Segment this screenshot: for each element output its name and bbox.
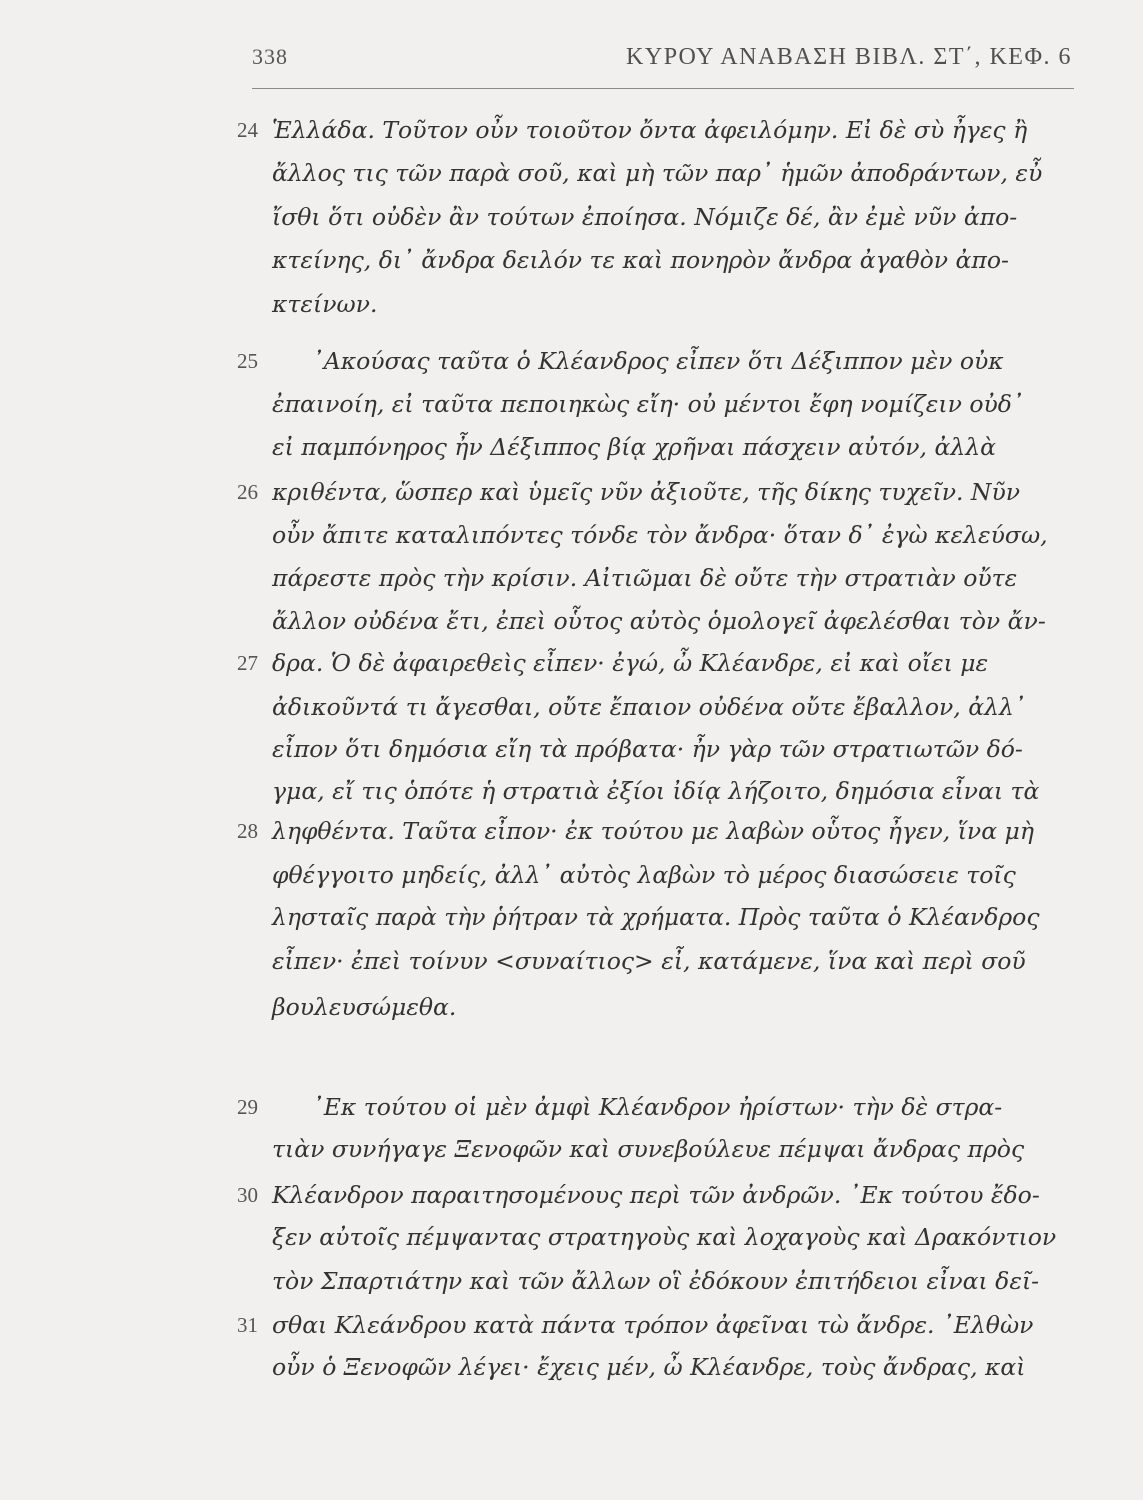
text-line: Κλέανδρον παραιτησομένους περὶ τῶν ἀνδρῶν. ᾽Εκ τούτου ἔδο- [272,1181,1040,1209]
section-number-28: 28 [237,819,258,843]
text-line: πάρεστε πρὸς τὴν κρίσιν. Αἰτιῶμαι δὲ οὔτε τὴν στρατιὰν οὔτε [272,564,1018,592]
section-number-24: 24 [237,118,258,142]
text-line: κριθέντα, ὥσπερ καὶ ὑμεῖς νῦν ἀξιοῦτε, τῆς δίκης τυχεῖν. Νῦν [272,478,1021,506]
text-line: ἄλλον οὐδένα ἔτι, ἐπεὶ οὗτος αὐτὸς ὁμολογεῖ ἀφελέσθαι τὸν ἄν- [272,607,1046,635]
text-line: εἶπεν· ἐπεὶ τοίνυν <συναίτιος> εἶ, κατάμενε, ἵνα καὶ περὶ σοῦ [272,947,1026,975]
section-number-27: 27 [237,651,258,675]
text-line: βουλευσώμεθα. [272,993,457,1021]
text-line: ξεν αὐτοῖς πέμψαντας στρατηγοὺς καὶ λοχαγοὺς καὶ Δρακόντιον [272,1223,1057,1251]
text-line: φθέγγοιτο μηδείς, ἀλλ᾽ αὐτὸς λαβὼν τὸ μέρος διασώσειε τοῖς [272,861,1016,889]
section-number-31: 31 [237,1313,258,1337]
text-line: ἴσθι ὅτι οὐδὲν ἂν τούτων ἐποίησα. Νόμιζε δέ, ἂν ἐμὲ νῦν ἀπο- [272,203,1018,231]
text-line: οὖν ὁ Ξενοφῶν λέγει· ἔχεις μέν, ὦ Κλέανδρε, τοὺς ἄνδρας, καὶ [272,1353,1026,1381]
text-line: γμα, εἴ τις ὁπότε ἡ στρατιὰ ἐξίοι ἰδίᾳ λήζοιτο, δημόσια εἶναι τὰ [272,777,1040,805]
section-number-29: 29 [237,1095,258,1119]
text-line: λησταῖς παρὰ τὴν ῥήτραν τὰ χρήματα. Πρὸς ταῦτα ὁ Κλέανδρος [272,903,1040,931]
text-line: ἐπαινοίη, εἰ ταῦτα πεποιηκὼς εἴη· οὐ μέντοι ἔφη νομίζειν οὐδ᾽ [272,390,1024,418]
section-number-25: 25 [237,349,258,373]
text-line: Ἑλλάδα. Τοῦτον οὖν τοιοῦτον ὄντα ἀφειλόμην. Εἰ δὲ σὺ ἦγες ἢ [272,116,1028,144]
text-line: τιὰν συνήγαγε Ξενοφῶν καὶ συνεβούλευε πέμψαι ἄνδρας πρὸς [272,1135,1025,1163]
text-line: οὖν ἄπιτε καταλιπόντες τόνδε τὸν ἄνδρα· ὅταν δ᾽ ἐγὼ κελεύσω, [272,521,1048,549]
text-line: εἶπον ὅτι δημόσια εἴη τὰ πρόβατα· ἦν γὰρ τῶν στρατιωτῶν δό- [272,735,1023,763]
text-line: κτείνων. [272,290,378,318]
text-line: ἀδικοῦντά τι ἄγεσθαι, οὔτε ἔπαιον οὐδένα οὔτε ἔβαλλον, ἀλλ᾽ [272,693,1026,721]
running-head: ΚΥΡΟΥ ΑΝΑΒΑΣΗ ΒΙΒΛ. ΣΤ΄, ΚΕΦ. 6 [626,44,1072,70]
text-line: ἄλλος τις τῶν παρὰ σοῦ, καὶ μὴ τῶν παρ᾽ ἡμῶν ἀποδράντων, εὖ [272,159,1043,187]
section-number-26: 26 [237,480,258,504]
text-line: ᾽Ακούσας ταῦτα ὁ Κλέανδρος εἶπεν ὅτι Δέξιππον μὲν οὐκ [312,347,1004,375]
text-line: σθαι Κλεάνδρου κατὰ πάντα τρόπον ἀφεῖναι τὼ ἄνδρε. ᾽Ελθὼν [272,1311,1034,1339]
text-line: ληφθέντα. Ταῦτα εἶπον· ἐκ τούτου με λαβὼν οὗτος ἦγεν, ἵνα μὴ [272,817,1034,845]
text-line: εἰ παμπόνηρος ἦν Δέξιππος βίᾳ χρῆναι πάσχειν αὐτόν, ἀλλὰ [272,433,997,461]
text-line: τὸν Σπαρτιάτην καὶ τῶν ἄλλων οἳ ἐδόκουν ἐπιτήδειοι εἶναι δεῖ- [272,1267,1040,1295]
text-line: κτείνης, δι᾽ ἄνδρα δειλόν τε καὶ πονηρὸν ἄνδρα ἀγαθὸν ἀπο- [272,246,1009,274]
page-number: 338 [252,44,288,69]
text-line: ᾽Εκ τούτου οἱ μὲν ἀμφὶ Κλέανδρον ἠρίστων· τὴν δὲ στρα- [312,1093,1003,1121]
section-number-30: 30 [237,1183,258,1207]
text-line: δρα. Ὁ δὲ ἀφαιρεθεὶς εἶπεν· ἐγώ, ὦ Κλέανδρε, εἰ καὶ οἴει με [272,649,989,677]
